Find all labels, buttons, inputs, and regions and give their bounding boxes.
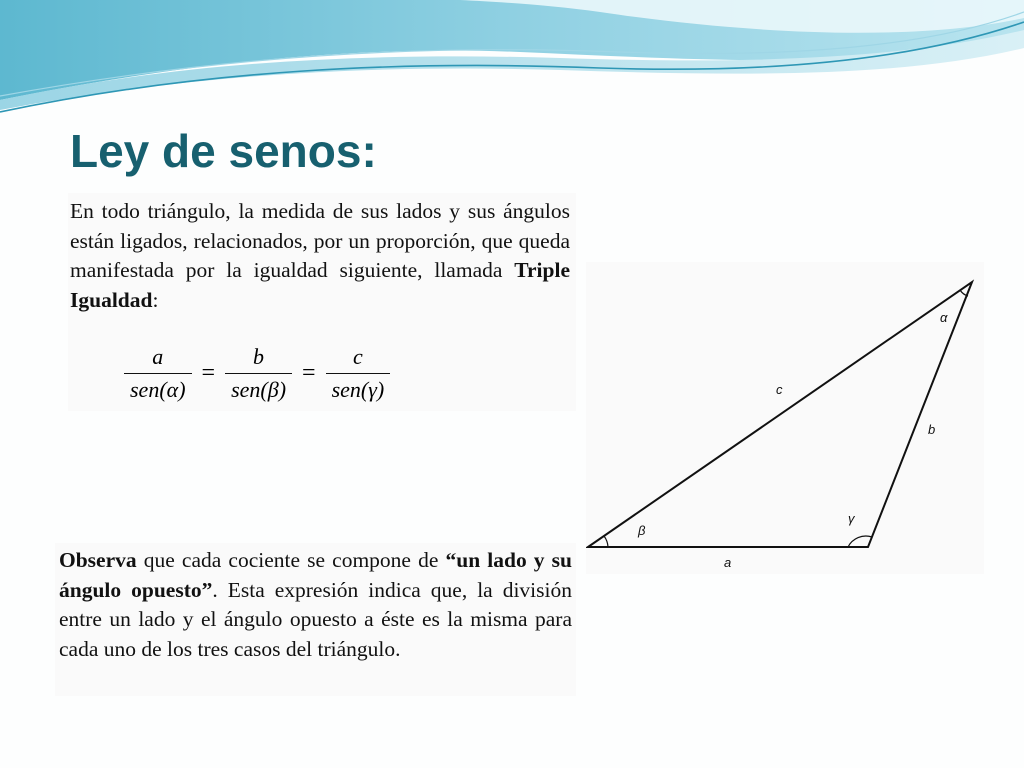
observation-text-1: que cada cociente se compone de bbox=[136, 548, 446, 572]
numerator-a: a bbox=[152, 344, 164, 369]
definition-colon: : bbox=[152, 287, 159, 312]
definition-text: En todo triángulo, la medida de sus lados y sus ángulos están ligados, relacionados, por un proporción, que queda manifestada por la igualdad siguiente, llamada bbox=[70, 199, 570, 282]
denominator-c: sen(γ) bbox=[326, 373, 391, 403]
angle-label-beta: β bbox=[638, 523, 646, 538]
fraction-b bbox=[219, 344, 298, 403]
observation-text-2: . Esta expresión indica que, la división entre un lado y el ángulo opuesto a éste es la misma para cada uno de los tres casos del triángulo. bbox=[59, 577, 572, 661]
header-wave-decoration bbox=[0, 0, 1024, 130]
quote-term: “un lado y su ángulo opuesto” bbox=[59, 548, 572, 602]
side-label-b: b bbox=[928, 422, 936, 437]
observation-block bbox=[55, 543, 576, 696]
triangle-outline bbox=[588, 282, 972, 547]
side-label-a: a bbox=[724, 555, 732, 570]
fraction-a bbox=[118, 344, 198, 403]
triangle-figure bbox=[586, 262, 984, 574]
equals-sign-2: = bbox=[302, 360, 316, 386]
observation-paragraph bbox=[57, 546, 578, 664]
slide-title: Ley de senos: bbox=[70, 125, 377, 177]
equals-sign-1: = bbox=[201, 360, 216, 386]
definition-paragraph bbox=[68, 197, 576, 315]
numerator-c: c bbox=[353, 344, 363, 369]
angle-label-gamma: γ bbox=[848, 511, 855, 526]
angle-label-alpha: α bbox=[940, 310, 948, 325]
numerator-b: b bbox=[253, 344, 265, 369]
observa-term: Observa bbox=[59, 548, 137, 572]
side-label-c: c bbox=[776, 382, 783, 397]
triple-igualdad-term: Triple Igualdad bbox=[70, 258, 570, 312]
fraction-c bbox=[320, 344, 397, 403]
triangle-diagram bbox=[586, 262, 984, 574]
denominator-a: sen(α) bbox=[124, 373, 192, 403]
angle-arc-beta bbox=[604, 536, 608, 547]
denominator-b: sen(β) bbox=[225, 373, 292, 403]
law-of-sines-formula bbox=[118, 344, 396, 403]
